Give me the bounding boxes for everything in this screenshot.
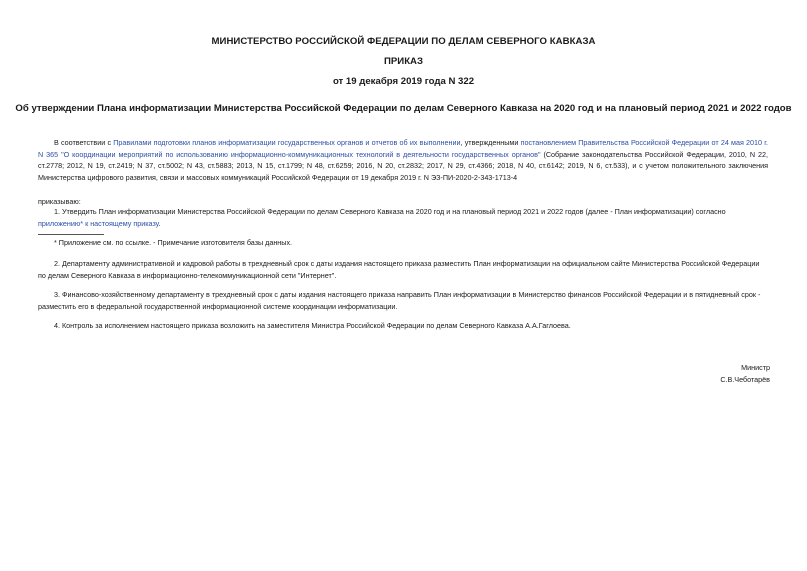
footnote: * Приложение см. по ссылке. - Примечание изготовителя базы данных. (54, 238, 293, 247)
ministry-heading: МИНИСТЕРСТВО РОССИЙСКОЙ ФЕДЕРАЦИИ ПО ДЕЛАМ СЕВЕРНОГО КАВКАЗА (211, 36, 596, 47)
preamble-text-2: , утвержденными (460, 138, 521, 147)
order-word: приказываю: (38, 197, 81, 206)
item-2: 2. Департаменту административной и кадровой работы в трехдневный срок с даты издания настоящего приказа разместить План информатизации на официальном сайте Министерства Российской Федерации по делам Северного Кавказа в информационно-телекоммуникационной сети "Интернет". (38, 259, 760, 280)
preamble-text-3: (Собрание законодательства Российской Федерации, 2010, N 22, ст.2778; 2012, N 19, ст.2419; N 37, ст.5002; N 43, ст.5883; 2013, N 15, ст.1799; N 48, ст.6259; 2016, N 20, ст.2832; 2017, N 29, ст.4366; 2018, N 40, ст.6142; 2019, N 6, ст.533), и с учетом положительного заключения Министерства цифрового развития, связи и массовых коммуникаций Российской Федерации от 19 декабря 2019 г. N ЭЗ-ПИ-2020-2-343-1713-4 (38, 149, 768, 182)
appendix-link[interactable]: приложению* к настоящему приказу (38, 218, 159, 228)
footnote-divider (38, 234, 104, 235)
item-1 (38, 206, 768, 229)
item-4: 4. Контроль за исполнением настоящего приказа возложить на заместителя Министра Российской Федерации по делам Северного Кавказа А.А.Гаглоева. (54, 321, 571, 330)
preamble-text-1: В соответствии с (54, 138, 114, 147)
item-1-end: . (158, 218, 161, 228)
preamble-paragraph (38, 137, 768, 183)
signature-position: Министр (741, 363, 770, 372)
doc-type-heading: ПРИКАЗ (384, 56, 423, 67)
signature-block (570, 362, 770, 385)
signature-name: С.В.Чеботарёв (720, 374, 770, 384)
resolution-link[interactable]: постановлением Правительства Российской Федерации от 24 мая 2010 г. N 365 "О координации мероприятий по использованию информационно-коммуникационных технологий в деятельности государственных органов" (38, 138, 768, 159)
document-title: Об утверждении Плана информатизации Министерства Российской Федерации по делам Северного Кавказа на 2020 год и на плановый период 2021 и 2022 годов (15, 103, 792, 114)
date-number-heading: от 19 декабря 2019 года N 322 (332, 76, 475, 87)
rules-link[interactable]: Правилами подготовки планов информатизации государственных органов и отчетов об их выполнении (113, 138, 461, 147)
item-3: 3. Финансово-хозяйственному департаменту в трехдневный срок с даты издания настоящего приказа направить План информатизации в Министерство финансов Российской Федерации и в пятидневный срок - разместить его в федеральной государственной информационной системе координации информатизации. (38, 290, 761, 311)
item-1-text: 1. Утвердить План информатизации Министерства Российской Федерации по делам Северного Кавказа на 2020 год и на плановый период 2021 и 2022 годов (далее - План информатизации) согласно (54, 207, 726, 216)
